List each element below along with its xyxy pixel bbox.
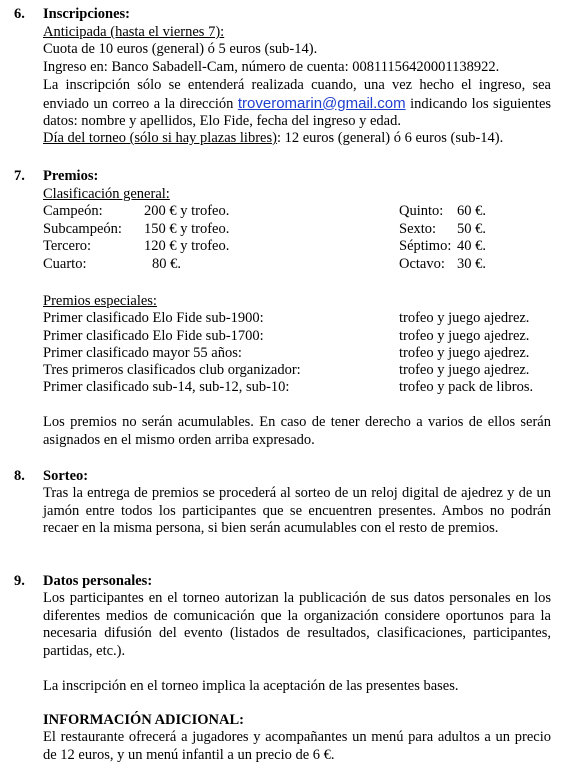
additional-info-text: El restaurante ofrecerá a jugadores y acompañantes un menú para adultos a un precio de 12 euros, y un menú infantil a un precio de 6 €. <box>43 729 551 763</box>
section-title-premios: Premios: <box>43 168 99 184</box>
prize-place: Campeón: <box>43 203 103 219</box>
prize-amount: 80 €. <box>152 256 181 272</box>
tournament-day-label: Día del torneo (sólo si hay plazas libres) <box>43 130 277 146</box>
section-title-sorteo: Sorteo: <box>43 468 89 484</box>
prize-amount: 150 € y trofeo. <box>144 221 230 237</box>
special-prize-label: Primer clasificado mayor 55 años: <box>43 345 242 361</box>
prize-amount: 40 €. <box>457 238 486 254</box>
special-prize-label: Primer clasificado Elo Fide sub-1700: <box>43 328 264 344</box>
special-prize-reward: trofeo y juego ajedrez. <box>399 310 530 326</box>
prize-place: Quinto: <box>399 203 444 219</box>
special-prize-reward: trofeo y juego ajedrez. <box>399 345 530 361</box>
special-prize-label: Primer clasificado sub-14, sub-12, sub-10: <box>43 379 290 395</box>
prize-place: Sexto: <box>399 221 437 237</box>
prize-amount: 50 €. <box>457 221 486 237</box>
section-number-6: 6. <box>14 6 25 22</box>
advance-registration-label: Anticipada (hasta el viernes 7): <box>43 24 225 40</box>
prize-amount: 60 €. <box>457 203 486 219</box>
prizes-note: Los premios no serán acumulables. En caso de tener derecho a varios de ellos serán asignados en el mismo orden arriba expresado. <box>43 414 551 448</box>
personal-data-text: Los participantes en el torneo autorizan la publicación de sus datos personales en los diferentes medios de comunicación que la organización considere oportunos para la necesaria difusión del evento (listados de resultados, clasificaciones, participantes, partidas, etc.). <box>43 590 551 659</box>
special-prize-reward: trofeo y juego ajedrez. <box>399 328 530 344</box>
prize-place: Subcampeón: <box>43 221 122 237</box>
section-title-inscripciones: Inscripciones: <box>43 6 130 22</box>
bank-account: Ingreso en: Banco Sabadell-Cam, número de cuenta: 00811156420001138922. <box>43 59 500 75</box>
registration-fee: Cuota de 10 euros (general) ó 5 euros (sub-14). <box>43 41 318 57</box>
registration-instructions-pre: La inscripción sólo se entenderá realizada cuando, una vez hecho el ingreso, sea enviado un correo a la dirección <box>43 77 551 112</box>
special-prize-label: Primer clasificado Elo Fide sub-1900: <box>43 310 264 326</box>
section-title-datos-personales: Datos personales: <box>43 573 153 589</box>
general-classification-title: Clasificación general: <box>43 186 170 202</box>
section-number-8: 8. <box>14 468 25 484</box>
prize-amount: 30 €. <box>457 256 486 272</box>
prize-place: Cuarto: <box>43 256 87 272</box>
prize-place: Octavo: <box>399 256 445 272</box>
prize-place: Tercero: <box>43 238 92 254</box>
section-number-9: 9. <box>14 573 25 589</box>
acceptance-text: La inscripción en el torneo implica la aceptación de las presentes bases. <box>43 678 459 694</box>
tournament-day-price: : 12 euros (general) ó 6 euros (sub-14). <box>276 130 504 146</box>
registration-instructions <box>43 77 551 131</box>
tournament-day-fee <box>43 130 503 148</box>
raffle-text: Tras la entrega de premios se procederá al sorteo de un reloj digital de ajedrez y de un jamón entre todos los participantes que se encuentren presentes. Ambos no podrán recaer en la misma persona, si bien serán acumulables con el resto de premios. <box>43 485 551 536</box>
special-prize-label: Tres primeros clasificados club organizador: <box>43 362 301 378</box>
section-number-7: 7. <box>14 168 25 184</box>
special-prize-reward: trofeo y pack de libros. <box>399 379 534 395</box>
registration-instructions-post: indicando los siguientes datos: nombre y apellidos, Elo Fide, fecha del ingreso y edad. <box>43 95 552 129</box>
email-link[interactable]: troveromarin@gmail.com <box>237 94 406 112</box>
special-prizes-title: Premios especiales: <box>43 293 157 309</box>
prize-place: Séptimo: <box>399 238 452 254</box>
additional-info-title: INFORMACIÓN ADICIONAL: <box>43 712 244 728</box>
prize-amount: 120 € y trofeo. <box>144 238 230 254</box>
prize-amount: 200 € y trofeo. <box>144 203 230 219</box>
special-prize-reward: trofeo y juego ajedrez. <box>399 362 530 378</box>
